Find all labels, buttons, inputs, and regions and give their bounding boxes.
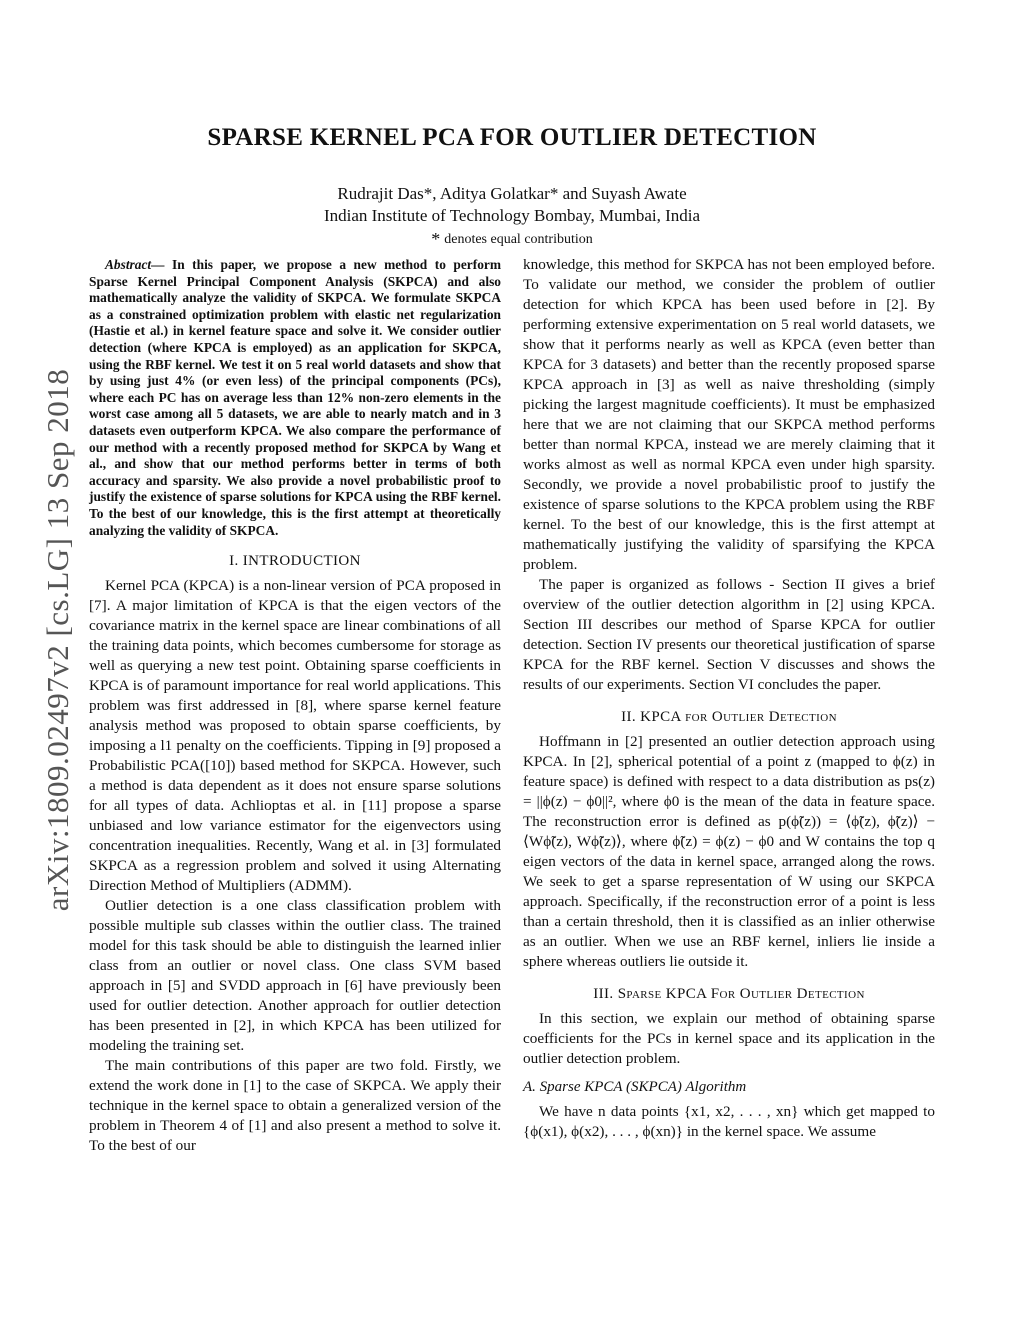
- section-3-heading: III. Sparse KPCA For Outlier Detection: [593, 986, 865, 1002]
- section-2-heading: II. KPCA for Outlier Detection: [621, 709, 837, 725]
- author-list: Rudrajit Das*, Aditya Golatkar* and Suyash Awate: [337, 184, 687, 203]
- organization-paragraph: The paper is organized as follows - Section II gives a brief overview of the outlier detection algorithm in [2] using KPCA. Section III describes our method of Sparse KPCA for outlier detection. Section IV presents our theoretical justification of sparse KPCA for the RBF kernel. Section V discusses and shows the results of our experiments. Section VI concludes the paper.: [523, 576, 935, 693]
- right-column: [523, 255, 935, 1142]
- affiliation: Indian Institute of Technology Bombay, Mumbai, India: [323, 206, 701, 225]
- abstract-text: In this paper, we propose a new method to perform Sparse Kernel Principal Component Analysis (SKPCA) and also mathematically analyze the validity of SKPCA. We formulate SKPCA as a constrained optimization problem with elastic net regularization (Hastie et al.) in kernel feature space and solve it. We consider outlier detection (where KPCA is employed) as an application for SKPCA, using the RBF kernel. We test it on 5 real world datasets and show that by using just 4% (or even less) of the principal components (PCs), where each PC has on average less than 12% non-zero elements in the worst case among all 5 datasets, we are able to nearly match and in 3 datasets even outperform KPCA. We also compare the performance of our method with a recently proposed method for SKPCA by Wang et al., and show that our method performs better in terms of both accuracy and sparsity. We also provide a novel probabilistic proof to justify the existence of sparse solutions for KPCA using the RBF kernel. To the best of our knowledge, this is the first attempt at theoretically analyzing the validity of SKPCA.: [89, 257, 501, 538]
- subsection-3a-paragraph: We have n data points {x1, x2, . . . , xn} which get mapped to {ϕ(x1), ϕ(x2), . . . , ϕ(xn)} in the kernel space. We assume: [523, 1103, 935, 1140]
- intro-paragraph-1: Kernel PCA (KPCA) is a non-linear version of PCA proposed in [7]. A major limitation of KPCA is that the eigen vectors of the covariance matrix in the kernel space are linear combinations of all the training data points, which becomes cumbersome for storage as well as querying a new test point. Obtaining sparse coefficients in KPCA is of paramount importance for real world applications. This problem was first addressed in [8], where sparse kernel feature analysis method was proposed to obtain sparse coefficients, by imposing a l1 penalty on the coefficients. Tipping in [9] proposed a Probabilistic PCA([10]) based method for SKPCA. However, such a method is data dependent as it does not ensure sparse solutions for all types of data. Achlioptas et al. in [11] propose a sparse unbiased and low variance estimator for the eigenvectors using concentration inequalities. Recently, Wang et al. in [3] formulated SKPCA as a regression problem and solved it using Alternating Direction Method of Multipliers (ADMM).: [89, 577, 501, 895]
- left-column: [89, 257, 501, 1156]
- intro-paragraph-2: Outlier detection is a one class classification problem with possible multiple sub classes within the outlier class. The trained model for this task should be able to distinguish the learned inlier class from an outlier or novel class. One class SVM based approach in [5] and SVDD approach in [6] have previously been used for outlier detection. Another approach for outlier detection has been presented in [2], in which KPCA has been utilized for modeling the training set.: [89, 897, 501, 1055]
- footnote-star: *: [431, 229, 441, 249]
- intro-heading: I. INTRODUCTION: [229, 553, 361, 570]
- section-3-paragraph: In this section, we explain our method of obtaining sparse coefficients for the PCs in kernel space and its application in the outlier detection problem.: [523, 1010, 935, 1067]
- abstract-label: Abstract—: [105, 257, 165, 272]
- paper-title: SPARSE KERNEL PCA FOR OUTLIER DETECTION: [207, 124, 817, 151]
- subsection-3a-heading: A. Sparse KPCA (SKPCA) Algorithm: [523, 1079, 747, 1095]
- section-2-paragraph: Hoffmann in [2] presented an outlier detection approach using KPCA. In [2], spherical potential of a point z (mapped to ϕ(z) in feature space) is defined with respect to a data distribution as ps(z) = ||ϕ(z) − ϕ0||², where ϕ0 is the mean of the data in feature space. The reconstruction error is defined as p(ϕ̃(z)) = ⟨ϕ̃(z), ϕ̃(z)⟩ − ⟨Wϕ̃(z), Wϕ̃(z)⟩, where ϕ̃(z) = ϕ(z) − ϕ0 and W contains the top q eigen vectors of the data in kernel space, arranged along the rows. We seek to get a sparse representation of W using our SKPCA approach. Specifically, if the reconstruction error of a point is less than a certain threshold, then it is classified as an inlier otherwise as an outlier. When we use an RBF kernel, inliers lie inside a sphere whereas outliers lie outside it.: [523, 733, 935, 970]
- arxiv-identifier: arXiv:1809.02497v2 [cs.LG] 13 Sep 2018: [40, 368, 75, 912]
- intro-paragraph-3-continued: knowledge, this method for SKPCA has not been employed before. To validate our method, we consider the problem of outlier detection for which KPCA has been used before in [2]. By performing extensive experimentation on 5 real world datasets, we show that it performs nearly as well as KPCA (even better than KPCA for 3 datasets) and better than the recently proposed sparse KPCA approach in [3] as well as naive thresholding (simply picking the largest magnitude coefficients). It must be emphasized here that we are not claiming that our SKPCA method performs better than normal KPCA, instead we are merely claiming that it works almost as well as normal KPCA even under high sparsity. Secondly, we provide a novel probabilistic proof to justify the existence of sparse solutions to the KPCA problem using the RBF kernel. To the best of our knowledge, this is the first attempt at mathematically justifying the validity of sparsifying the KPCA problem.: [523, 256, 935, 573]
- equal-contribution-text: denotes equal contribution: [444, 232, 593, 247]
- intro-paragraph-3: The main contributions of this paper are two fold. Firstly, we extend the work done in [1] to the case of SKPCA. We apply their technique in the kernel space to obtain a generalized version of the problem in Theorem 4 of [1] and also present a method to solve it. To the best of our: [89, 1057, 501, 1155]
- equal-contribution-note: [0, 229, 1024, 250]
- abstract: [89, 257, 501, 539]
